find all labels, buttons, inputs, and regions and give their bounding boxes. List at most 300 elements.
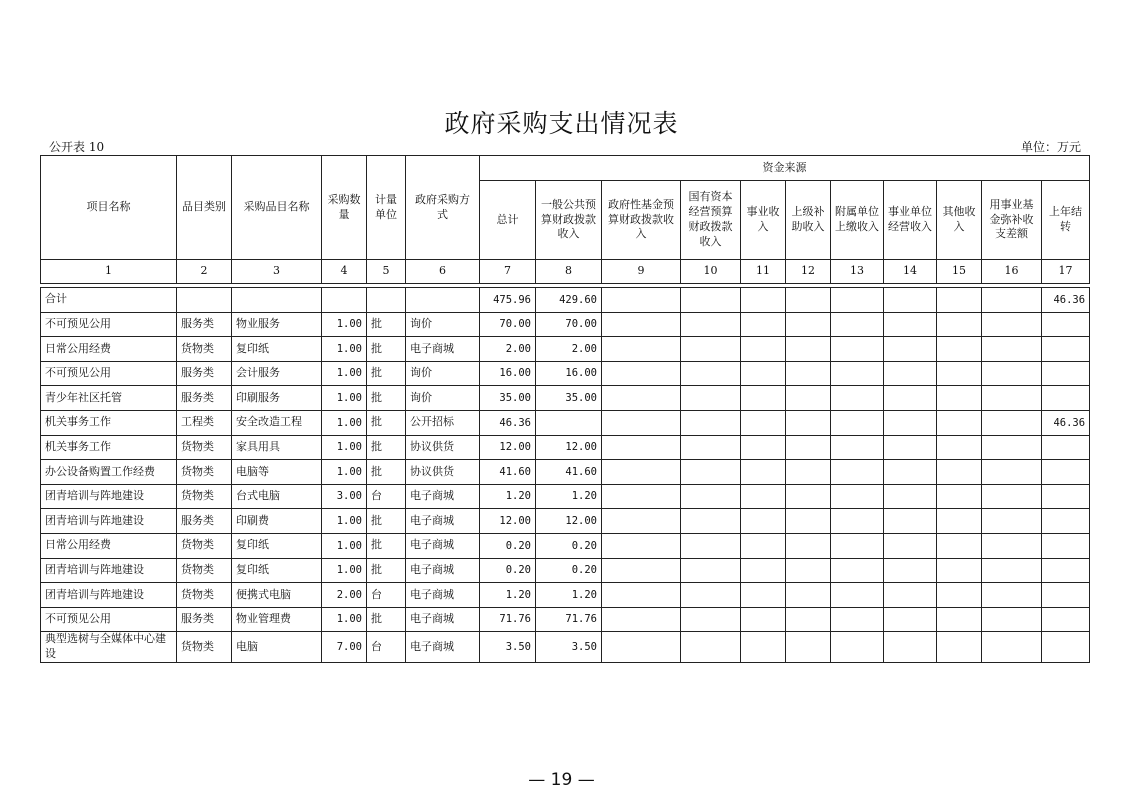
cell-project-name: 不可预见公用	[41, 607, 177, 632]
cell-item-category: 货物类	[177, 558, 232, 583]
cell-project-name: 不可预见公用	[41, 361, 177, 386]
cell-business-income	[741, 632, 786, 663]
cell-quantity: 1.00	[322, 607, 367, 632]
cell-operation-income	[884, 410, 937, 435]
cell-gov-fund-budget	[602, 484, 681, 509]
cell-project-name: 团青培训与阵地建设	[41, 558, 177, 583]
header-item-name: 采购品目名称	[232, 156, 322, 260]
column-number: 9	[602, 260, 681, 284]
cell-total: 12.00	[480, 435, 536, 460]
cell-gov-fund-budget	[602, 583, 681, 608]
cell-unit: 批	[367, 361, 406, 386]
column-number: 16	[982, 260, 1042, 284]
cell-quantity: 1.00	[322, 509, 367, 534]
cell-method: 电子商城	[406, 337, 480, 362]
cell-affiliated-income	[831, 632, 884, 663]
cell-unit: 台	[367, 484, 406, 509]
cell-total: 1.20	[480, 583, 536, 608]
cell-quantity: 1.00	[322, 361, 367, 386]
cell-other-income	[937, 583, 982, 608]
cell-gov-fund-budget	[602, 435, 681, 460]
cell-affiliated-income	[831, 558, 884, 583]
cell-carryover	[1042, 312, 1090, 337]
cell-unit: 批	[367, 386, 406, 411]
cell-general-budget: 2.00	[536, 337, 602, 362]
cell-carryover	[1042, 632, 1090, 663]
cell-general-budget: 12.00	[536, 509, 602, 534]
column-number: 5	[367, 260, 406, 284]
cell-item-category: 货物类	[177, 435, 232, 460]
cell-higher-subsidy	[786, 410, 831, 435]
cell-item-category: 服务类	[177, 386, 232, 411]
cell-operation-income	[884, 509, 937, 534]
cell-affiliated-income	[831, 410, 884, 435]
column-number: 17	[1042, 260, 1090, 284]
cell-item-name: 物业管理费	[232, 607, 322, 632]
cell-higher-subsidy	[786, 533, 831, 558]
cell-item-name: 会计服务	[232, 361, 322, 386]
cell-project-name: 机关事务工作	[41, 435, 177, 460]
cell-general-budget: 35.00	[536, 386, 602, 411]
header-item-category: 品目类别	[177, 156, 232, 260]
table-body	[41, 288, 1090, 663]
cell-gov-fund-budget	[602, 460, 681, 485]
cell-affiliated-income	[831, 460, 884, 485]
cell-method: 电子商城	[406, 558, 480, 583]
cell-item-category: 服务类	[177, 607, 232, 632]
cell-item-category: 货物类	[177, 583, 232, 608]
cell-method: 协议供货	[406, 460, 480, 485]
cell-unit: 台	[367, 632, 406, 663]
cell-business-fund	[982, 435, 1042, 460]
cell-operation-income	[884, 386, 937, 411]
cell-quantity: 1.00	[322, 386, 367, 411]
table-row	[41, 386, 1090, 411]
cell-business-income	[741, 509, 786, 534]
cell-item-name: 便携式电脑	[232, 583, 322, 608]
cell-quantity: 1.00	[322, 558, 367, 583]
cell-method: 询价	[406, 386, 480, 411]
cell-affiliated-income	[831, 484, 884, 509]
cell-affiliated-income	[831, 607, 884, 632]
total-row	[41, 288, 1090, 313]
cell-operation-income	[884, 583, 937, 608]
cell-business-fund	[982, 558, 1042, 583]
cell-gov-fund-budget	[602, 361, 681, 386]
cell-other-income	[937, 386, 982, 411]
cell-operation-income	[884, 533, 937, 558]
cell-business-income	[741, 386, 786, 411]
cell-state-capital-budget	[681, 607, 741, 632]
cell-item-category: 货物类	[177, 632, 232, 663]
table-row	[41, 435, 1090, 460]
cell-state-capital-budget	[681, 337, 741, 362]
cell-project-name: 合计	[41, 288, 177, 313]
column-number: 12	[786, 260, 831, 284]
cell-item-name: 电脑	[232, 632, 322, 663]
cell-gov-fund-budget	[602, 312, 681, 337]
cell-general-budget: 70.00	[536, 312, 602, 337]
table-row	[41, 509, 1090, 534]
cell-higher-subsidy	[786, 632, 831, 663]
header-gov-fund-budget: 政府性基金预算财政拨款收入	[602, 181, 681, 260]
cell-carryover	[1042, 435, 1090, 460]
cell-affiliated-income	[831, 288, 884, 313]
cell-item-name: 物业服务	[232, 312, 322, 337]
cell-quantity: 3.00	[322, 484, 367, 509]
cell-method: 询价	[406, 361, 480, 386]
cell-quantity: 1.00	[322, 533, 367, 558]
cell-other-income	[937, 288, 982, 313]
cell-business-income	[741, 435, 786, 460]
cell-unit: 批	[367, 337, 406, 362]
page-title: 政府采购支出情况表	[444, 109, 679, 138]
cell-state-capital-budget	[681, 509, 741, 534]
column-number: 2	[177, 260, 232, 284]
cell-item-category: 服务类	[177, 361, 232, 386]
cell-carryover	[1042, 558, 1090, 583]
header-funding-source: 资金来源	[480, 156, 1090, 181]
cell-carryover	[1042, 509, 1090, 534]
cell-total: 2.00	[480, 337, 536, 362]
cell-state-capital-budget	[681, 410, 741, 435]
table-row	[41, 361, 1090, 386]
cell-business-fund	[982, 337, 1042, 362]
cell-gov-fund-budget	[602, 558, 681, 583]
cell-quantity: 1.00	[322, 312, 367, 337]
cell-other-income	[937, 361, 982, 386]
cell-higher-subsidy	[786, 583, 831, 608]
cell-unit: 批	[367, 460, 406, 485]
cell-other-income	[937, 533, 982, 558]
cell-higher-subsidy	[786, 484, 831, 509]
cell-gov-fund-budget	[602, 386, 681, 411]
cell-affiliated-income	[831, 386, 884, 411]
cell-method: 电子商城	[406, 533, 480, 558]
cell-business-fund	[982, 288, 1042, 313]
cell-business-income	[741, 484, 786, 509]
cell-carryover	[1042, 607, 1090, 632]
cell-business-fund	[982, 607, 1042, 632]
cell-general-budget: 41.60	[536, 460, 602, 485]
cell-higher-subsidy	[786, 509, 831, 534]
cell-item-category: 货物类	[177, 484, 232, 509]
cell-gov-fund-budget	[602, 607, 681, 632]
header-project-name: 项目名称	[41, 156, 177, 260]
cell-business-income	[741, 361, 786, 386]
cell-quantity	[322, 288, 367, 313]
cell-total: 16.00	[480, 361, 536, 386]
header-carryover: 上年结转	[1042, 181, 1090, 260]
cell-business-income	[741, 460, 786, 485]
cell-state-capital-budget	[681, 312, 741, 337]
table-row	[41, 312, 1090, 337]
cell-unit: 批	[367, 435, 406, 460]
cell-project-name: 日常公用经费	[41, 337, 177, 362]
cell-quantity: 1.00	[322, 435, 367, 460]
cell-method: 公开招标	[406, 410, 480, 435]
cell-operation-income	[884, 288, 937, 313]
cell-general-budget: 0.20	[536, 533, 602, 558]
cell-project-name: 不可预见公用	[41, 312, 177, 337]
cell-carryover	[1042, 337, 1090, 362]
header-other-income: 其他收入	[937, 181, 982, 260]
cell-unit: 批	[367, 558, 406, 583]
cell-operation-income	[884, 460, 937, 485]
table-row	[41, 484, 1090, 509]
cell-higher-subsidy	[786, 435, 831, 460]
cell-higher-subsidy	[786, 312, 831, 337]
table-row	[41, 337, 1090, 362]
cell-general-budget: 3.50	[536, 632, 602, 663]
cell-carryover: 46.36	[1042, 410, 1090, 435]
cell-gov-fund-budget	[602, 533, 681, 558]
cell-higher-subsidy	[786, 386, 831, 411]
cell-carryover	[1042, 583, 1090, 608]
procurement-table	[40, 155, 1090, 663]
cell-quantity: 1.00	[322, 460, 367, 485]
cell-method: 电子商城	[406, 607, 480, 632]
cell-state-capital-budget	[681, 484, 741, 509]
cell-item-name: 台式电脑	[232, 484, 322, 509]
column-number: 15	[937, 260, 982, 284]
cell-operation-income	[884, 484, 937, 509]
cell-project-name: 团青培训与阵地建设	[41, 509, 177, 534]
cell-carryover: 46.36	[1042, 288, 1090, 313]
header-state-capital-budget: 国有资本经营预算财政拨款收入	[681, 181, 741, 260]
cell-business-fund	[982, 410, 1042, 435]
cell-business-fund	[982, 484, 1042, 509]
cell-total: 3.50	[480, 632, 536, 663]
header-business-fund: 用事业基金弥补收支差额	[982, 181, 1042, 260]
cell-general-budget: 12.00	[536, 435, 602, 460]
cell-business-fund	[982, 533, 1042, 558]
cell-carryover	[1042, 460, 1090, 485]
cell-method: 询价	[406, 312, 480, 337]
cell-higher-subsidy	[786, 288, 831, 313]
cell-unit: 台	[367, 583, 406, 608]
cell-higher-subsidy	[786, 607, 831, 632]
cell-gov-fund-budget	[602, 632, 681, 663]
column-number: 1	[41, 260, 177, 284]
column-number: 8	[536, 260, 602, 284]
cell-operation-income	[884, 607, 937, 632]
cell-other-income	[937, 632, 982, 663]
cell-item-name: 复印纸	[232, 337, 322, 362]
cell-total: 41.60	[480, 460, 536, 485]
cell-affiliated-income	[831, 337, 884, 362]
cell-total: 70.00	[480, 312, 536, 337]
cell-item-name: 复印纸	[232, 533, 322, 558]
column-number: 7	[480, 260, 536, 284]
column-number: 11	[741, 260, 786, 284]
cell-business-fund	[982, 632, 1042, 663]
cell-state-capital-budget	[681, 558, 741, 583]
cell-carryover	[1042, 484, 1090, 509]
cell-quantity: 1.00	[322, 410, 367, 435]
cell-state-capital-budget	[681, 386, 741, 411]
cell-business-income	[741, 410, 786, 435]
cell-operation-income	[884, 435, 937, 460]
table-row	[41, 583, 1090, 608]
cell-general-budget	[536, 410, 602, 435]
cell-item-name: 印刷服务	[232, 386, 322, 411]
cell-item-category: 货物类	[177, 460, 232, 485]
cell-affiliated-income	[831, 583, 884, 608]
header-affiliated-income: 附属单位上缴收入	[831, 181, 884, 260]
cell-quantity: 1.00	[322, 337, 367, 362]
cell-unit: 批	[367, 607, 406, 632]
cell-item-name	[232, 288, 322, 313]
cell-general-budget: 16.00	[536, 361, 602, 386]
cell-gov-fund-budget	[602, 288, 681, 313]
column-number: 13	[831, 260, 884, 284]
cell-method: 协议供货	[406, 435, 480, 460]
cell-business-income	[741, 288, 786, 313]
cell-affiliated-income	[831, 533, 884, 558]
cell-affiliated-income	[831, 361, 884, 386]
cell-project-name: 团青培训与阵地建设	[41, 484, 177, 509]
cell-operation-income	[884, 558, 937, 583]
table-row	[41, 533, 1090, 558]
cell-gov-fund-budget	[602, 337, 681, 362]
header-quantity: 采购数量	[322, 156, 367, 260]
cell-other-income	[937, 337, 982, 362]
cell-business-income	[741, 607, 786, 632]
column-number-row	[41, 260, 1090, 284]
cell-total: 71.76	[480, 607, 536, 632]
cell-project-name: 典型选树与全媒体中心建设	[41, 632, 177, 663]
table-row	[41, 632, 1090, 663]
cell-item-name: 印刷费	[232, 509, 322, 534]
cell-gov-fund-budget	[602, 509, 681, 534]
cell-other-income	[937, 509, 982, 534]
cell-item-category: 服务类	[177, 312, 232, 337]
cell-quantity: 7.00	[322, 632, 367, 663]
cell-unit: 批	[367, 312, 406, 337]
cell-business-fund	[982, 361, 1042, 386]
cell-operation-income	[884, 337, 937, 362]
cell-total: 0.20	[480, 533, 536, 558]
cell-state-capital-budget	[681, 533, 741, 558]
cell-project-name: 青少年社区托管	[41, 386, 177, 411]
column-number: 4	[322, 260, 367, 284]
cell-affiliated-income	[831, 312, 884, 337]
header-business-income: 事业收入	[741, 181, 786, 260]
cell-operation-income	[884, 312, 937, 337]
cell-gov-fund-budget	[602, 410, 681, 435]
cell-item-name: 电脑等	[232, 460, 322, 485]
cell-item-category: 货物类	[177, 533, 232, 558]
cell-higher-subsidy	[786, 337, 831, 362]
header-method: 政府采购方式	[406, 156, 480, 260]
cell-affiliated-income	[831, 435, 884, 460]
cell-project-name: 日常公用经费	[41, 533, 177, 558]
cell-other-income	[937, 435, 982, 460]
cell-method: 电子商城	[406, 484, 480, 509]
cell-total: 0.20	[480, 558, 536, 583]
cell-operation-income	[884, 361, 937, 386]
table-row	[41, 558, 1090, 583]
cell-higher-subsidy	[786, 558, 831, 583]
cell-state-capital-budget	[681, 435, 741, 460]
table-row	[41, 607, 1090, 632]
cell-item-category: 货物类	[177, 337, 232, 362]
cell-item-name: 复印纸	[232, 558, 322, 583]
cell-item-category: 工程类	[177, 410, 232, 435]
cell-item-category	[177, 288, 232, 313]
cell-total: 46.36	[480, 410, 536, 435]
cell-other-income	[937, 410, 982, 435]
cell-unit	[367, 288, 406, 313]
column-number: 10	[681, 260, 741, 284]
cell-business-income	[741, 583, 786, 608]
cell-general-budget: 1.20	[536, 484, 602, 509]
header-operation-income: 事业单位经营收入	[884, 181, 937, 260]
page-number: — 19 —	[528, 770, 595, 790]
unit-label: 单位：万元	[1020, 140, 1081, 154]
cell-general-budget: 0.20	[536, 558, 602, 583]
cell-other-income	[937, 558, 982, 583]
cell-project-name: 办公设备购置工作经费	[41, 460, 177, 485]
cell-business-income	[741, 558, 786, 583]
cell-carryover	[1042, 361, 1090, 386]
cell-item-name: 家具用具	[232, 435, 322, 460]
cell-carryover	[1042, 386, 1090, 411]
cell-business-fund	[982, 386, 1042, 411]
cell-business-fund	[982, 312, 1042, 337]
cell-unit: 批	[367, 533, 406, 558]
cell-total: 12.00	[480, 509, 536, 534]
cell-total: 35.00	[480, 386, 536, 411]
header-higher-subsidy: 上级补助收入	[786, 181, 831, 260]
cell-general-budget: 71.76	[536, 607, 602, 632]
table-number: 公开表 10	[49, 140, 105, 154]
cell-business-fund	[982, 583, 1042, 608]
cell-higher-subsidy	[786, 460, 831, 485]
column-number: 3	[232, 260, 322, 284]
cell-method: 电子商城	[406, 632, 480, 663]
cell-project-name: 团青培训与阵地建设	[41, 583, 177, 608]
cell-method: 电子商城	[406, 509, 480, 534]
cell-general-budget: 429.60	[536, 288, 602, 313]
cell-general-budget: 1.20	[536, 583, 602, 608]
header-general-budget: 一般公共预算财政拨款收入	[536, 181, 602, 260]
cell-state-capital-budget	[681, 288, 741, 313]
cell-other-income	[937, 607, 982, 632]
cell-state-capital-budget	[681, 460, 741, 485]
cell-other-income	[937, 312, 982, 337]
table-row	[41, 410, 1090, 435]
cell-business-income	[741, 337, 786, 362]
cell-state-capital-budget	[681, 583, 741, 608]
cell-item-name: 安全改造工程	[232, 410, 322, 435]
cell-method: 电子商城	[406, 583, 480, 608]
cell-unit: 批	[367, 410, 406, 435]
cell-other-income	[937, 460, 982, 485]
cell-method	[406, 288, 480, 313]
header-total: 总计	[480, 181, 536, 260]
cell-total: 475.96	[480, 288, 536, 313]
cell-other-income	[937, 484, 982, 509]
cell-business-fund	[982, 460, 1042, 485]
cell-state-capital-budget	[681, 361, 741, 386]
cell-business-income	[741, 312, 786, 337]
cell-total: 1.20	[480, 484, 536, 509]
cell-operation-income	[884, 632, 937, 663]
cell-quantity: 2.00	[322, 583, 367, 608]
cell-business-fund	[982, 509, 1042, 534]
